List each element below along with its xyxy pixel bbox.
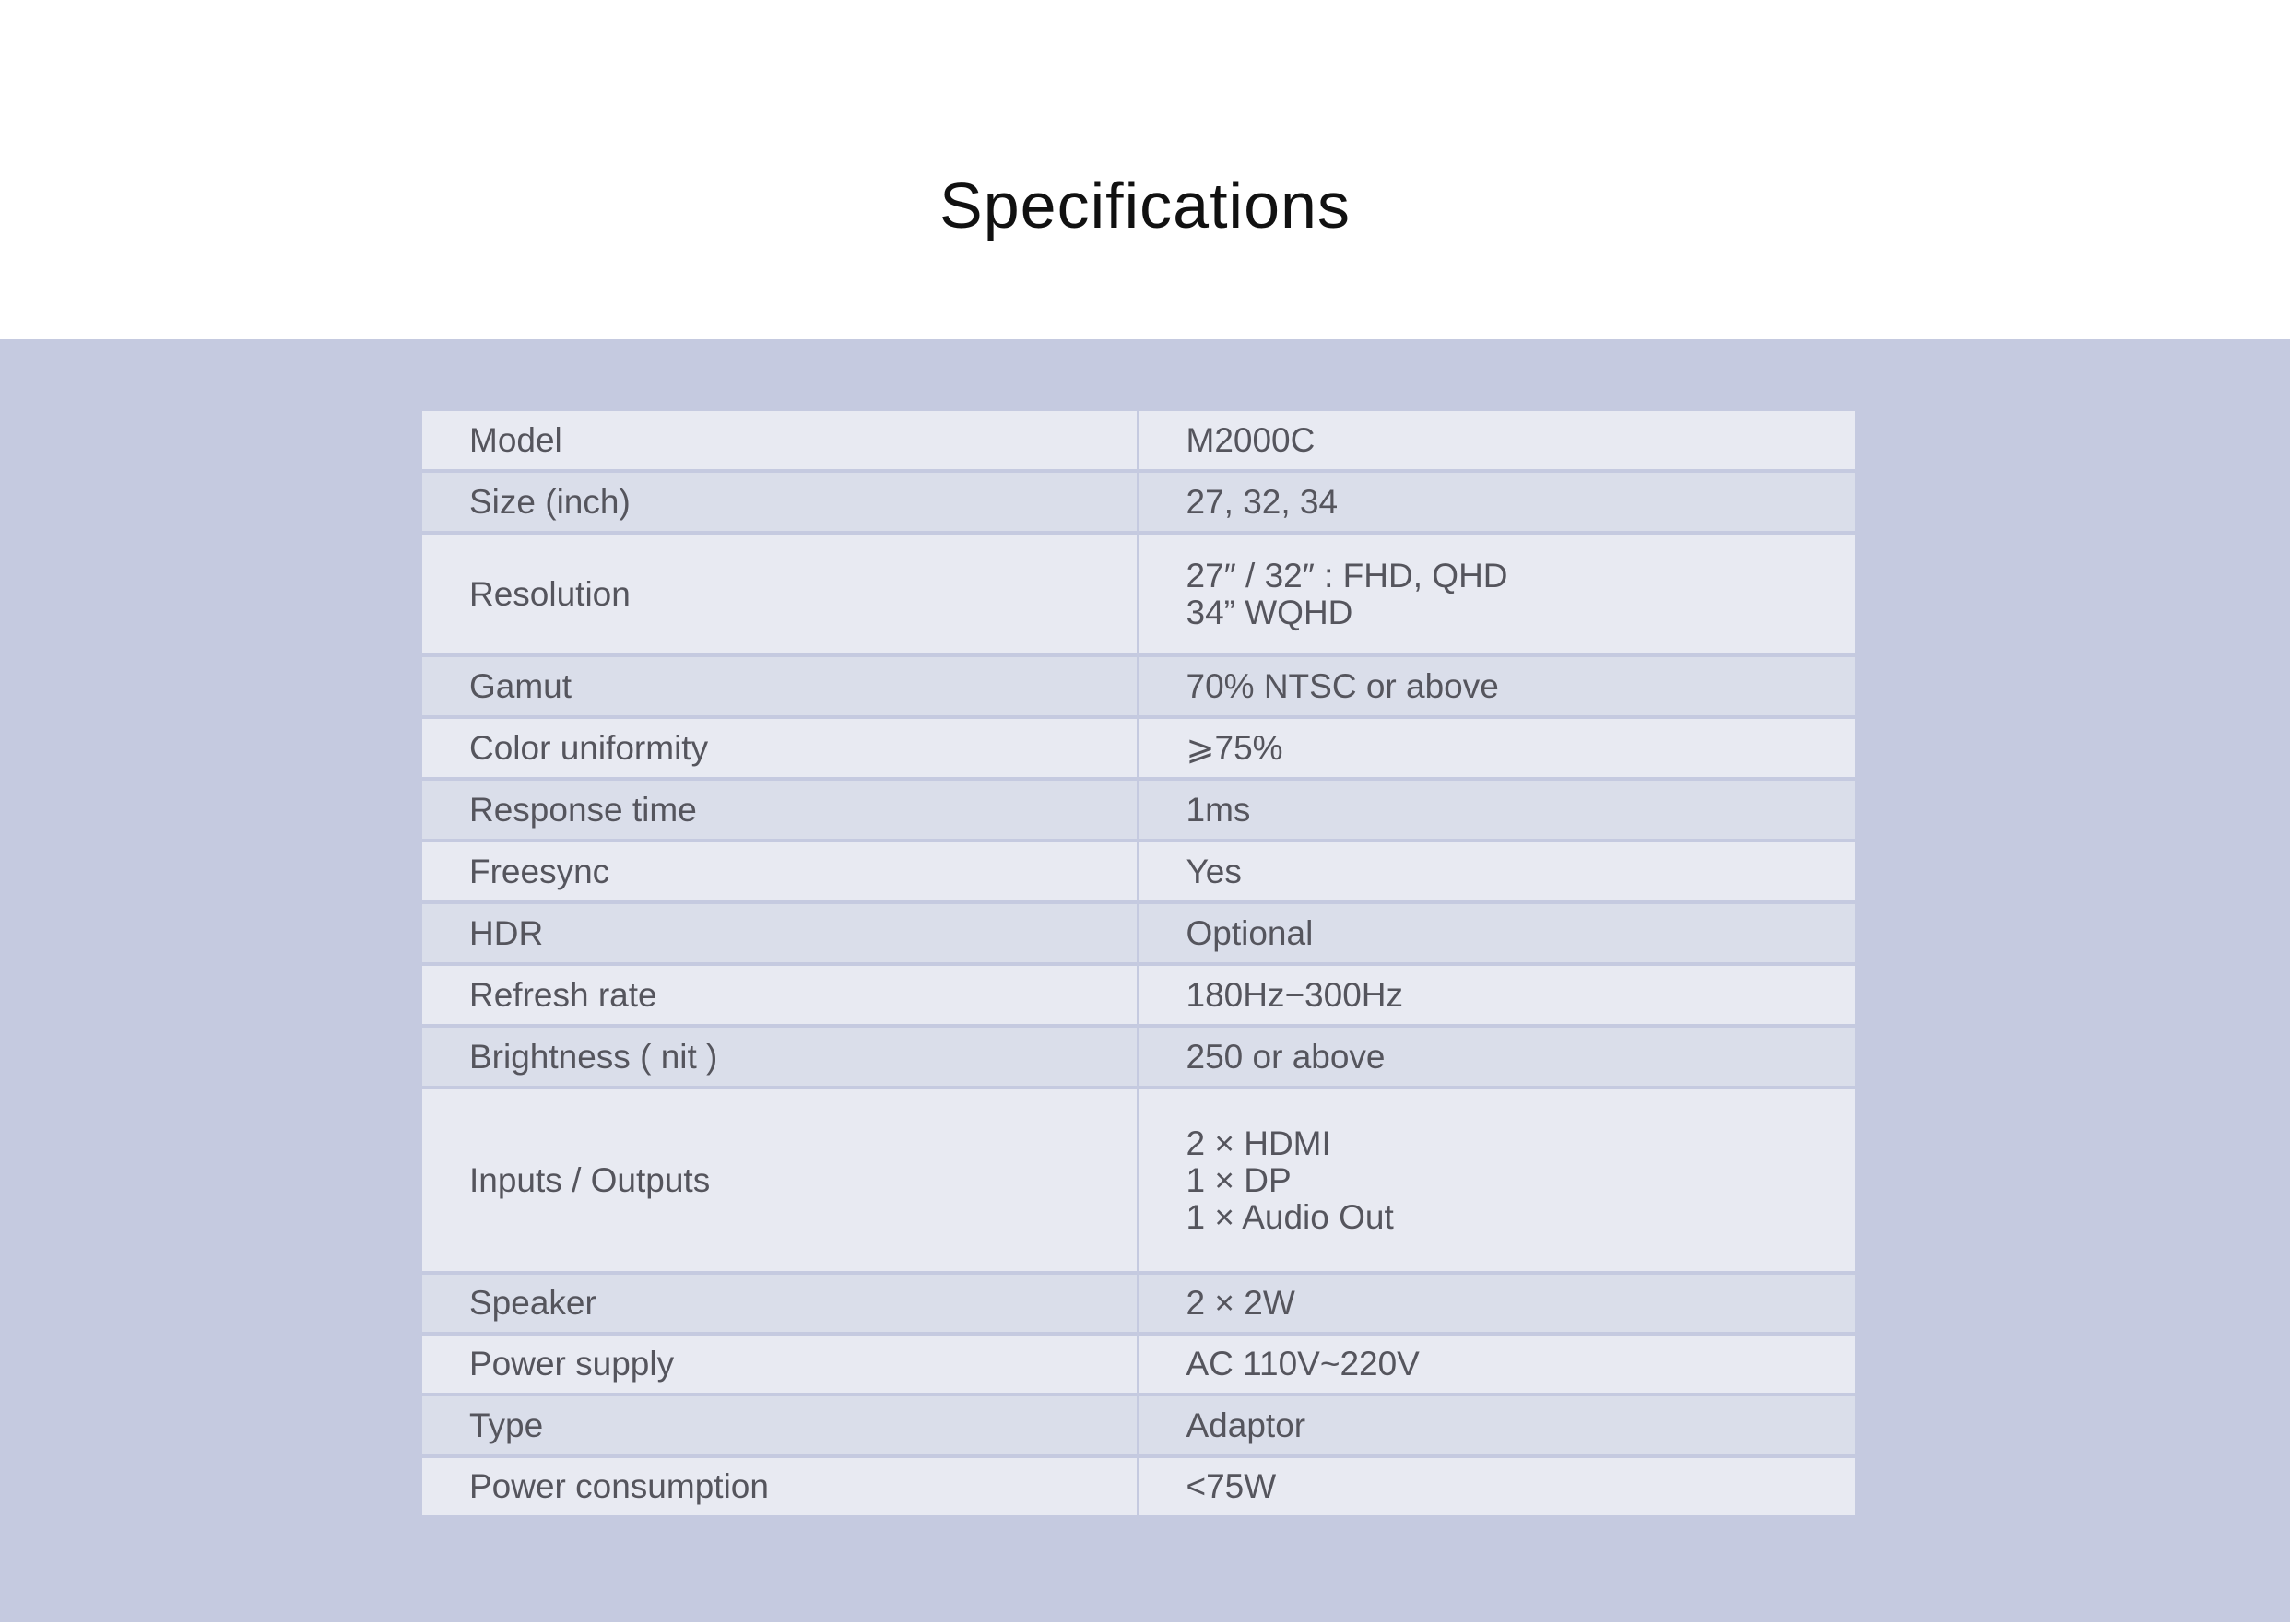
spec-value-line: AC 110V~220V bbox=[1186, 1345, 1420, 1383]
spec-label: Type bbox=[422, 1395, 1138, 1456]
spec-row-resolution bbox=[422, 533, 1855, 655]
spec-value bbox=[1138, 655, 1855, 717]
spec-row-color-uniformity bbox=[422, 717, 1855, 779]
spec-row-hdr bbox=[422, 902, 1855, 964]
spec-value-line: <75W bbox=[1186, 1467, 1277, 1505]
spec-label: Response time bbox=[422, 779, 1138, 841]
spec-row-speaker bbox=[422, 1273, 1855, 1334]
spec-value-line: 27, 32, 34 bbox=[1186, 482, 1339, 521]
spec-value bbox=[1138, 411, 1855, 471]
spec-value bbox=[1138, 1395, 1855, 1456]
spec-label: Power consumption bbox=[422, 1456, 1138, 1515]
spec-label: Freesync bbox=[422, 841, 1138, 902]
spec-value-line: 250 or above bbox=[1186, 1037, 1386, 1076]
specifications-table bbox=[422, 411, 1855, 1515]
spec-row-brightness bbox=[422, 1026, 1855, 1088]
spec-label: HDR bbox=[422, 902, 1138, 964]
spec-value bbox=[1138, 964, 1855, 1026]
spec-value-line: 1 × Audio Out bbox=[1186, 1197, 1394, 1236]
spec-row-refresh-rate bbox=[422, 964, 1855, 1026]
spec-row-response-time bbox=[422, 779, 1855, 841]
spec-value-line: 1 × DP bbox=[1186, 1160, 1292, 1199]
title-area bbox=[0, 0, 2290, 339]
spec-label: Power supply bbox=[422, 1334, 1138, 1395]
spec-value bbox=[1138, 1334, 1855, 1395]
spec-label: Gamut bbox=[422, 655, 1138, 717]
spec-label: Model bbox=[422, 411, 1138, 471]
spec-value-line: 27″ / 32″ : FHD, QHD bbox=[1186, 556, 1508, 594]
spec-value-line: 70% NTSC or above bbox=[1186, 666, 1499, 705]
spec-label: Size (inch) bbox=[422, 471, 1138, 533]
spec-label: Color uniformity bbox=[422, 717, 1138, 779]
spec-value bbox=[1138, 1456, 1855, 1515]
spec-row-size bbox=[422, 471, 1855, 533]
spec-label: Inputs / Outputs bbox=[422, 1088, 1138, 1273]
spec-value-line: ⩾75% bbox=[1186, 728, 1283, 767]
spec-value-line: 1ms bbox=[1186, 790, 1251, 829]
spec-value bbox=[1138, 471, 1855, 533]
spec-value-line: 2 × 2W bbox=[1186, 1284, 1295, 1322]
spec-value bbox=[1138, 1273, 1855, 1334]
spec-value bbox=[1138, 1088, 1855, 1273]
spec-row-model bbox=[422, 411, 1855, 471]
spec-value bbox=[1138, 533, 1855, 655]
spec-row-freesync bbox=[422, 841, 1855, 902]
spec-value-line: 180Hz−300Hz bbox=[1186, 975, 1404, 1014]
spec-value bbox=[1138, 717, 1855, 779]
spec-row-inputs-outputs bbox=[422, 1088, 1855, 1273]
spec-row-gamut bbox=[422, 655, 1855, 717]
spec-value-line: Yes bbox=[1186, 852, 1242, 890]
spec-value bbox=[1138, 841, 1855, 902]
spec-value bbox=[1138, 779, 1855, 841]
spec-row-power-supply bbox=[422, 1334, 1855, 1395]
spec-value-line: M2000C bbox=[1186, 420, 1316, 459]
spec-label: Brightness ( nit ) bbox=[422, 1026, 1138, 1088]
page-title: Specifications bbox=[939, 170, 1351, 241]
spec-row-type bbox=[422, 1395, 1855, 1456]
spec-value-line: Optional bbox=[1186, 913, 1314, 952]
spec-row-power-consumption bbox=[422, 1456, 1855, 1515]
spec-value-line: Adaptor bbox=[1186, 1406, 1306, 1444]
spec-label: Refresh rate bbox=[422, 964, 1138, 1026]
spec-label: Resolution bbox=[422, 533, 1138, 655]
spec-value bbox=[1138, 1026, 1855, 1088]
spec-value-line: 34” WQHD bbox=[1186, 593, 1353, 631]
spec-label: Speaker bbox=[422, 1273, 1138, 1334]
spec-value-line: 2 × HDMI bbox=[1186, 1124, 1331, 1162]
spec-value bbox=[1138, 902, 1855, 964]
